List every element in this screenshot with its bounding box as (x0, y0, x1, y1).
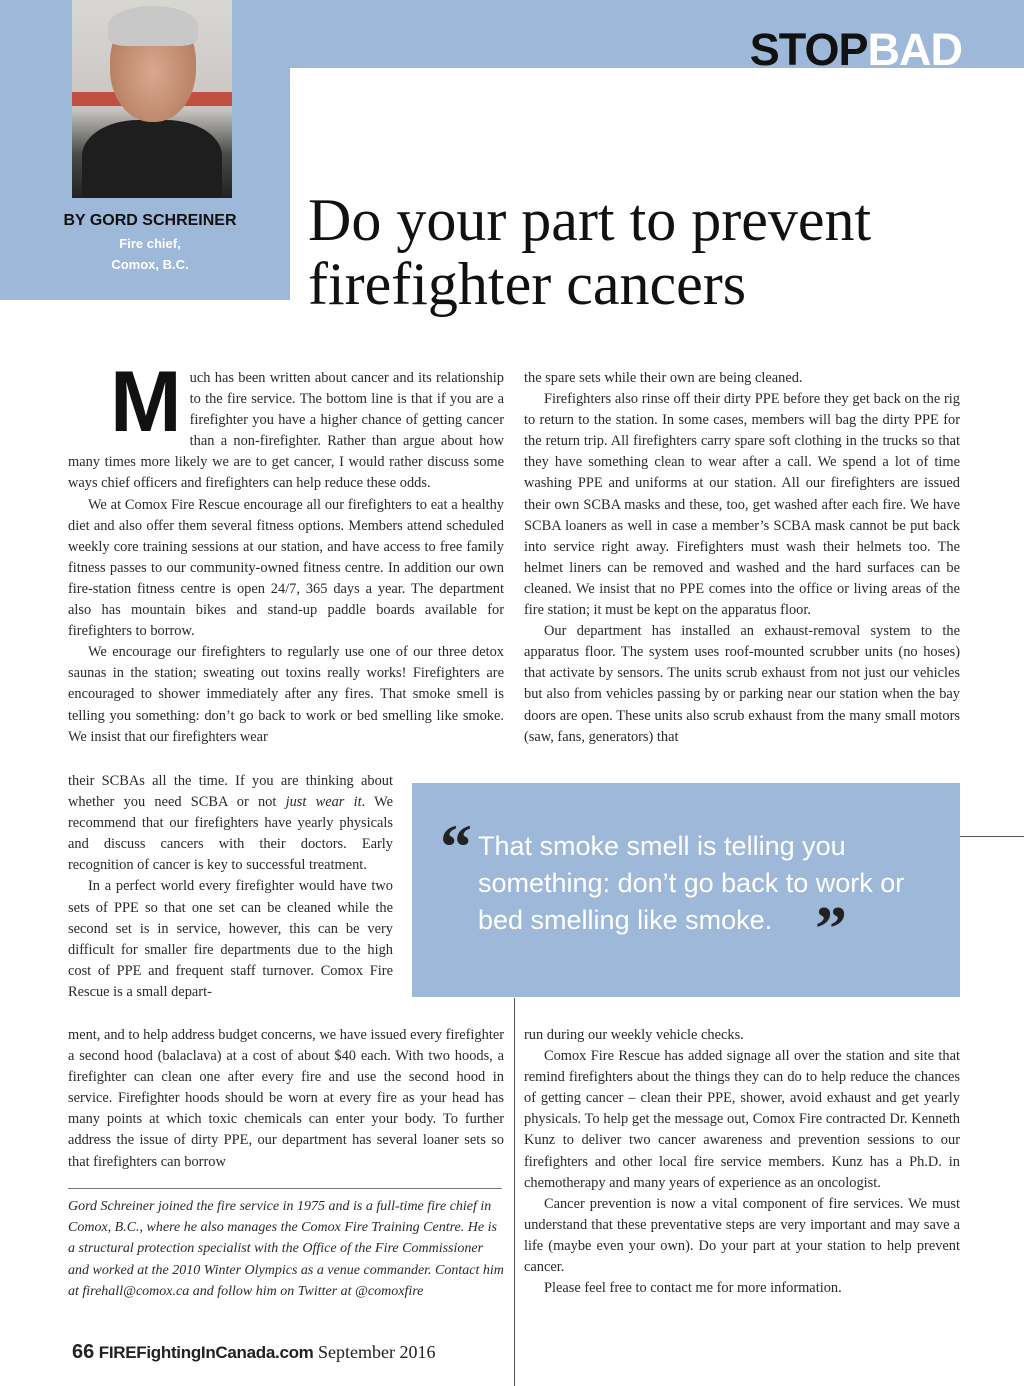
paragraph: In a perfect world every firefighter would have two sets of PPE so that one set can be cleaned while the second set is in service, however, this can be very difficult for smaller fire departments due to the high cost of PPE and frequent staff turnover. Comox Fire Rescue is a small depart- (68, 878, 393, 1000)
headline: Do your part to prevent firefighter cancers (308, 187, 872, 317)
section-tag (750, 26, 962, 74)
paragraph: Comox Fire Rescue has added signage all over the station and site that remind firefighters about the things they can do to help reduce the chances of getting cancer – clean their PPE, shower, avoid exhaust and get yearly physicals. To help get the message out, Comox Fire contracted Dr. Kenneth Kunz to deliver two cancer awareness and prevention sessions to our firefighters and other local fire service members. Kunz has a Ph.D. in chemotherapy and many years of experience as an oncologist. (524, 1048, 960, 1191)
article-column-1-top (68, 354, 504, 748)
author-byline: BY GORD SCHREINER (63, 212, 237, 229)
paragraph: We encourage our firefighters to regularly use one of our three detox saunas in the station; sweating out toxins really works! Firefighters are encouraged to shower immediately after any fires. That smoke smell is telling you something: don’t go back to work or bed smelling like smoke. We insist that our firefighters wear (68, 644, 504, 745)
paragraph: We at Comox Fire Rescue encourage all our firefighters to eat a healthy diet and also offer them several fitness options. Members attend scheduled weekly core training sessions at our station, and have access to free family fitness passes to our community-owned fitness centre. In addition our own fire-station fitness centre is open 24/7, 365 days a year. The department also has mountain bikes and stand-up paddle boards available for firefighters to borrow. (68, 496, 504, 640)
paragraph: Please feel free to contact me for more information. (544, 1280, 842, 1297)
section-tag-dark: STOP (749, 24, 868, 75)
paragraph: Firefighters also rinse off their dirty PPE before they get back on the rig to return to the station. In some cases, members will bag the dirty PPE for the return trip. All firefighters carry spare soft clothing in the trucks so that they have something clean to wear after a call. We spend a lot of time washing PPE and uniforms at our station. All our firefighters are issued their own SCBA masks and these, too, get washed after each fire. We have SCBA loaners as well in case a member’s SCBA mask cannot be put back into service right away. Firefighters must wash their helmets too. The helmet liners can be removed and washed and the hard surfaces can be cleaned. We insist that no PPE comes into the office or living areas of the fire station; it must be kept on the apparatus floor. (524, 391, 960, 619)
article-column-1-narrow (68, 771, 393, 1003)
paragraph: ment, and to help address budget concerns, we have issued every firefighter a second hood (balaclava) at a cost of about $40 each. With two hoods, a firefighter can clean one after every fire and use the second hood in service. Firefighter hoods should be worn at every fire as your head has many points at which toxic chemicals can enter your body. To further address the issue of dirty PPE, our department has several loaner sets so that firefighters can borrow (68, 1027, 504, 1170)
text-run: their SCBAs all the time. If you are thinking about whether you need SCBA or not (68, 773, 393, 811)
page-number: 66 (72, 1341, 95, 1363)
column-divider (514, 998, 515, 1386)
emphasis: just wear it (285, 794, 362, 811)
magazine-site: FIREFightingInCanada.com (98, 1343, 314, 1362)
drop-cap: M (110, 354, 182, 450)
photo-hair (108, 6, 198, 46)
divider (68, 1188, 502, 1189)
page-footer (72, 1341, 435, 1364)
author-location: Comox, B.C. (111, 257, 189, 272)
pull-quote-text: That smoke smell is telling you something: don’t go back to work or bed smelling like smoke. (478, 831, 905, 935)
photo-uniform (82, 120, 222, 198)
article-column-2-top (524, 368, 960, 748)
article-column-1-bottom (68, 1025, 504, 1173)
text-run: . We recommend that our firefighters have yearly physicals and discuss cancers with their doctors. Early recognition of cancer is key to successful treatment. (68, 794, 393, 874)
paragraph: Our department has installed an exhaust-removal system to the apparatus floor. The system uses roof-mounted scrubber units (no hoses) that activate by sensors. The units scrub exhaust from not just our vehicles but also from vehicles passing by or parking near our station when the bay doors are open. These units also scrub exhaust from the many small motors (saw, fans, generators) that (524, 623, 960, 745)
open-quote-icon: “ (440, 811, 472, 882)
author-photo (72, 0, 232, 198)
paragraph (68, 771, 393, 876)
divider (960, 836, 1024, 837)
close-quote-icon: ” (815, 893, 847, 964)
section-tag-light: BAD (867, 24, 962, 75)
article-column-2-bottom (524, 1025, 960, 1299)
author-role: Fire chief, (119, 236, 181, 251)
paragraph: uch has been written about cancer and its relationship to the fire service. The bottom line is that if you are a firefighter you have a higher chance of getting cancer than a non-firefighter. Rather than argue about how many times more likely we are to get cancer, I would rather discuss some ways chief officers and firefighters can help reduce these odds. (68, 370, 504, 492)
paragraph: Cancer prevention is now a vital component of fire services. We must understand that these preventative steps are very important and may save a life (maybe even your own). Do your part at your station to help prevent cancer. (524, 1195, 960, 1276)
paragraph: run during our weekly vehicle checks. (524, 1027, 744, 1043)
issue-date: September 2016 (318, 1342, 436, 1362)
author-bio: Gord Schreiner joined the fire service in 1975 and is a full-time fire chief in Comox, B.C., where he also manages the Comox Fire Training Centre. He is a structural protection specialist with the Office of the Fire Commissioner and worked at the 2010 Winter Olympics as a venue commander. Contact him at firehall@comox.ca and follow him on Twitter at @comoxfire (68, 1199, 504, 1299)
paragraph: the spare sets while their own are being cleaned. (524, 370, 803, 386)
